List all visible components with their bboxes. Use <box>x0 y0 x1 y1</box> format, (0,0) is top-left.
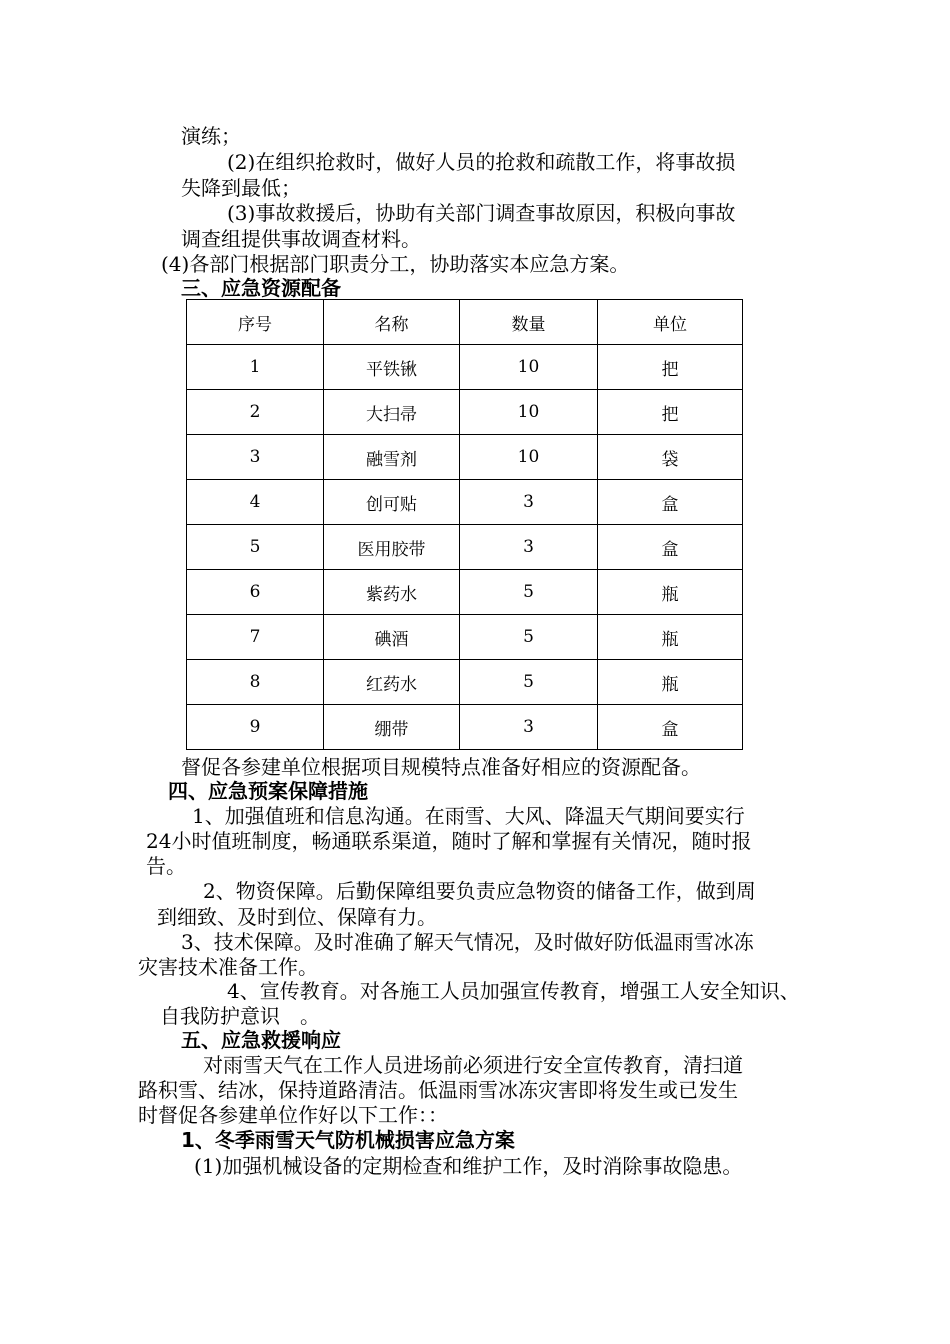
cell-name: 红药水 <box>324 660 460 705</box>
paragraph-line: 4、宣传教育。对各施工人员加强宣传教育，增强工人安全知识、 <box>227 979 800 1003</box>
cell-quantity: 10 <box>460 435 598 480</box>
cell-unit: 盒 <box>598 480 743 525</box>
paragraph-line: 到细致、及时到位、保障有力。 <box>157 905 437 929</box>
header-cell-quantity: 数量 <box>460 300 598 345</box>
paragraph-line: 对雨雪天气在工作人员进场前必须进行安全宣传教育，清扫道 <box>203 1053 743 1077</box>
table-row <box>187 660 743 705</box>
cell-index: 5 <box>187 525 324 570</box>
cell-unit: 盒 <box>598 705 743 750</box>
section-heading-3: 三、应急资源配备 <box>181 276 341 300</box>
cell-quantity: 10 <box>460 345 598 390</box>
cell-name: 大扫帚 <box>324 390 460 435</box>
table-row <box>187 345 743 390</box>
cell-quantity: 3 <box>460 480 598 525</box>
paragraph-line: (1)加强机械设备的定期检查和维护工作，及时消除事故隐患。 <box>194 1154 743 1178</box>
section-heading-4: 四、应急预案保障措施 <box>168 779 368 803</box>
header-cell-index: 序号 <box>187 300 324 345</box>
paragraph-line: 督促各参建单位根据项目规模特点准备好相应的资源配备。 <box>181 755 701 779</box>
paragraph-line: 路积雪、结冰，保持道路清洁。低温雨雪冰冻灾害即将发生或已发生 <box>138 1078 738 1102</box>
cell-index: 9 <box>187 705 324 750</box>
paragraph-line: 24小时值班制度，畅通联系渠道，随时了解和掌握有关情况，随时报 <box>146 829 752 853</box>
cell-unit: 把 <box>598 390 743 435</box>
table-row <box>187 525 743 570</box>
section-heading-5: 五、应急救援响应 <box>181 1028 341 1052</box>
cell-name: 创可贴 <box>324 480 460 525</box>
cell-index: 7 <box>187 615 324 660</box>
table-row <box>187 390 743 435</box>
cell-quantity: 3 <box>460 705 598 750</box>
resource-table <box>186 299 743 750</box>
cell-index: 4 <box>187 480 324 525</box>
paragraph-line: 失降到最低； <box>181 176 301 200</box>
header-cell-unit: 单位 <box>598 300 743 345</box>
paragraph-line: 灾害技术准备工作。 <box>138 955 318 979</box>
cell-index: 1 <box>187 345 324 390</box>
paragraph-line: 2、物资保障。后勤保障组要负责应急物资的储备工作，做到周 <box>203 879 756 903</box>
paragraph-line: (2)在组织抢救时，做好人员的抢救和疏散工作，将事故损 <box>227 150 736 174</box>
cell-name: 融雪剂 <box>324 435 460 480</box>
cell-unit: 瓶 <box>598 570 743 615</box>
cell-name: 医用胶带 <box>324 525 460 570</box>
cell-name: 紫药水 <box>324 570 460 615</box>
paragraph-line: 演练； <box>181 124 241 148</box>
table-row <box>187 480 743 525</box>
header-cell-name: 名称 <box>324 300 460 345</box>
cell-index: 8 <box>187 660 324 705</box>
paragraph-line: 调查组提供事故调查材料。 <box>181 227 421 251</box>
paragraph-line: (3)事故救援后，协助有关部门调查事故原因，积极向事故 <box>227 201 736 225</box>
table-row <box>187 705 743 750</box>
cell-quantity: 3 <box>460 525 598 570</box>
paragraph-line: 1、加强值班和信息沟通。在雨雪、大风、降温天气期间要实行 <box>192 804 745 828</box>
cell-index: 3 <box>187 435 324 480</box>
cell-name: 绷带 <box>324 705 460 750</box>
subsection-heading: 1、冬季雨雪天气防机械损害应急方案 <box>181 1128 515 1152</box>
cell-name: 平铁锹 <box>324 345 460 390</box>
cell-unit: 盒 <box>598 525 743 570</box>
paragraph-line: 告。 <box>146 854 186 878</box>
cell-index: 2 <box>187 390 324 435</box>
cell-quantity: 10 <box>460 390 598 435</box>
paragraph-line: 3、技术保障。及时准确了解天气情况，及时做好防低温雨雪冰冻 <box>181 930 754 954</box>
paragraph-line: (4)各部门根据部门职责分工，协助落实本应急方案。 <box>161 252 630 276</box>
cell-unit: 瓶 <box>598 615 743 660</box>
cell-name: 碘酒 <box>324 615 460 660</box>
table-row <box>187 435 743 480</box>
cell-unit: 把 <box>598 345 743 390</box>
cell-quantity: 5 <box>460 615 598 660</box>
paragraph-line: 时督促各参建单位作好以下工作：： <box>138 1103 448 1127</box>
cell-unit: 袋 <box>598 435 743 480</box>
cell-unit: 瓶 <box>598 660 743 705</box>
paragraph-line: 自我防护意识 。 <box>160 1004 320 1028</box>
cell-quantity: 5 <box>460 660 598 705</box>
table-row <box>187 570 743 615</box>
table-row <box>187 615 743 660</box>
table-header-row <box>187 300 743 345</box>
cell-index: 6 <box>187 570 324 615</box>
cell-quantity: 5 <box>460 570 598 615</box>
